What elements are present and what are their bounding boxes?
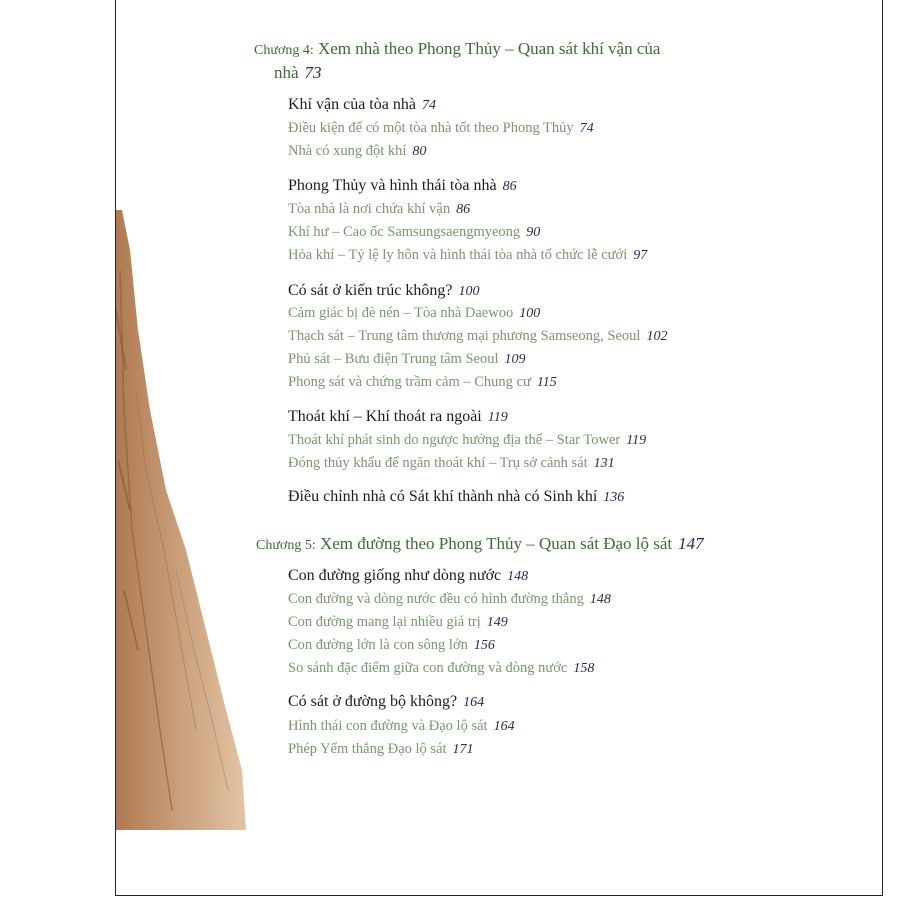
toc-section[interactable] bbox=[288, 409, 508, 425]
section-title: Có sát ở đường bộ không? bbox=[288, 693, 458, 710]
toc-item[interactable] bbox=[288, 352, 525, 367]
chapter-title-line1: Xem nhà theo Phong Thủy – Quan sát khí vận của bbox=[317, 39, 661, 58]
toc-item[interactable] bbox=[288, 615, 508, 630]
item-title: Cảm giác bị đè nén – Tòa nhà Daewoo bbox=[288, 305, 514, 321]
page-number: 164 bbox=[463, 695, 485, 710]
toc-section[interactable] bbox=[288, 97, 436, 113]
toc-item[interactable] bbox=[288, 742, 474, 757]
page-number: 90 bbox=[526, 225, 541, 240]
toc-section[interactable] bbox=[288, 283, 479, 299]
item-title: Hỏa khí – Tỷ lệ ly hôn và hình thái tòa nhà tổ chức lễ cưới bbox=[288, 247, 628, 263]
page-number: 148 bbox=[507, 569, 529, 584]
toc-item[interactable] bbox=[288, 638, 495, 653]
chapter-4-title-cont[interactable] bbox=[274, 64, 322, 81]
section-title: Điều chỉnh nhà có Sát khí thành nhà có Sinh khí bbox=[288, 488, 598, 505]
chapter-prefix: Chương 5: bbox=[256, 538, 316, 553]
item-title: Điều kiện để có một tòa nhà tốt theo Phong Thủy bbox=[288, 120, 574, 136]
item-title: Phong sát và chứng trầm cảm – Chung cư bbox=[288, 374, 531, 390]
page-number: 119 bbox=[487, 410, 508, 425]
chapter-5-title[interactable] bbox=[256, 535, 704, 553]
page-number: 102 bbox=[646, 329, 668, 344]
item-title: Đóng thủy khẩu để ngăn thoát khí – Trụ sở cảnh sát bbox=[288, 455, 588, 471]
page-number: 131 bbox=[593, 456, 615, 471]
chapter-title-line2: nhà bbox=[274, 63, 299, 82]
page-number: 119 bbox=[626, 433, 647, 448]
toc-section[interactable] bbox=[288, 489, 624, 505]
item-title: Thạch sát – Trung tâm thương mại phương Samseong, Seoul bbox=[288, 328, 641, 344]
item-title: Con đường và dòng nước đều có hình đường thẳng bbox=[288, 591, 584, 607]
page-number: 86 bbox=[502, 179, 517, 194]
item-title: Con đường mang lại nhiều giá trị bbox=[288, 614, 481, 630]
toc-item[interactable] bbox=[288, 225, 540, 240]
item-title: Phép Yểm thắng Đạo lộ sát bbox=[288, 741, 447, 757]
page-number: 115 bbox=[536, 375, 557, 390]
item-title: So sánh đặc điểm giữa con đường và dòng nước bbox=[288, 660, 568, 676]
toc-section[interactable] bbox=[288, 178, 517, 194]
page-number: 109 bbox=[504, 352, 526, 367]
page-number: 156 bbox=[473, 638, 495, 653]
item-title: Hình thái con đường và Đạo lộ sát bbox=[288, 718, 488, 734]
item-title: Thoát khí phát sinh do ngược hướng địa thế – Star Tower bbox=[288, 432, 621, 448]
page-number: 74 bbox=[421, 98, 436, 113]
page-number: 74 bbox=[579, 121, 594, 136]
page-number: 164 bbox=[493, 719, 515, 734]
item-title: Phủ sát – Bưu điện Trung tâm Seoul bbox=[288, 351, 499, 367]
toc-item[interactable] bbox=[288, 248, 647, 263]
section-title: Phong Thủy và hình thái tòa nhà bbox=[288, 177, 497, 194]
chapter-title-line1: Xem đường theo Phong Thủy – Quan sát Đạo lộ sát bbox=[319, 534, 673, 553]
section-title: Con đường giống như dòng nước bbox=[288, 567, 502, 584]
toc-item[interactable] bbox=[288, 456, 615, 471]
page-number: 158 bbox=[573, 661, 595, 676]
toc-section[interactable] bbox=[288, 568, 528, 584]
toc-item[interactable] bbox=[288, 433, 646, 448]
toc-item[interactable] bbox=[288, 306, 540, 321]
item-title: Nhà có xung đột khí bbox=[288, 143, 407, 159]
toc-item[interactable] bbox=[288, 592, 611, 607]
page-number: 136 bbox=[603, 490, 625, 505]
page-number: 97 bbox=[633, 248, 648, 263]
page-number: 148 bbox=[589, 592, 611, 607]
section-title: Khí vận của tòa nhà bbox=[288, 96, 416, 113]
item-title: Khí hư – Cao ốc Samsungsaengmyeong bbox=[288, 224, 521, 240]
toc-item[interactable] bbox=[288, 375, 557, 390]
toc-item[interactable] bbox=[288, 121, 594, 136]
toc-item[interactable] bbox=[288, 329, 667, 344]
item-title: Tòa nhà là nơi chứa khí vận bbox=[288, 201, 451, 217]
page-number: 80 bbox=[412, 144, 427, 159]
chapter-4-title[interactable] bbox=[254, 40, 660, 58]
page-number: 147 bbox=[678, 534, 704, 553]
section-title: Có sát ở kiến trúc không? bbox=[288, 282, 453, 299]
toc-item[interactable] bbox=[288, 661, 594, 676]
toc-item[interactable] bbox=[288, 144, 426, 159]
rock-illustration bbox=[116, 210, 246, 830]
page-number: 100 bbox=[519, 306, 541, 321]
page-number: 149 bbox=[486, 615, 508, 630]
toc-section[interactable] bbox=[288, 694, 484, 710]
page-number: 171 bbox=[452, 742, 474, 757]
toc-item[interactable] bbox=[288, 202, 470, 217]
section-title: Thoát khí – Khí thoát ra ngoài bbox=[288, 408, 482, 425]
page-number: 86 bbox=[456, 202, 471, 217]
page-number: 100 bbox=[458, 284, 480, 299]
chapter-prefix: Chương 4: bbox=[254, 43, 314, 58]
toc-item[interactable] bbox=[288, 719, 515, 734]
page-number: 73 bbox=[304, 63, 322, 82]
item-title: Con đường lớn là con sông lớn bbox=[288, 637, 468, 653]
